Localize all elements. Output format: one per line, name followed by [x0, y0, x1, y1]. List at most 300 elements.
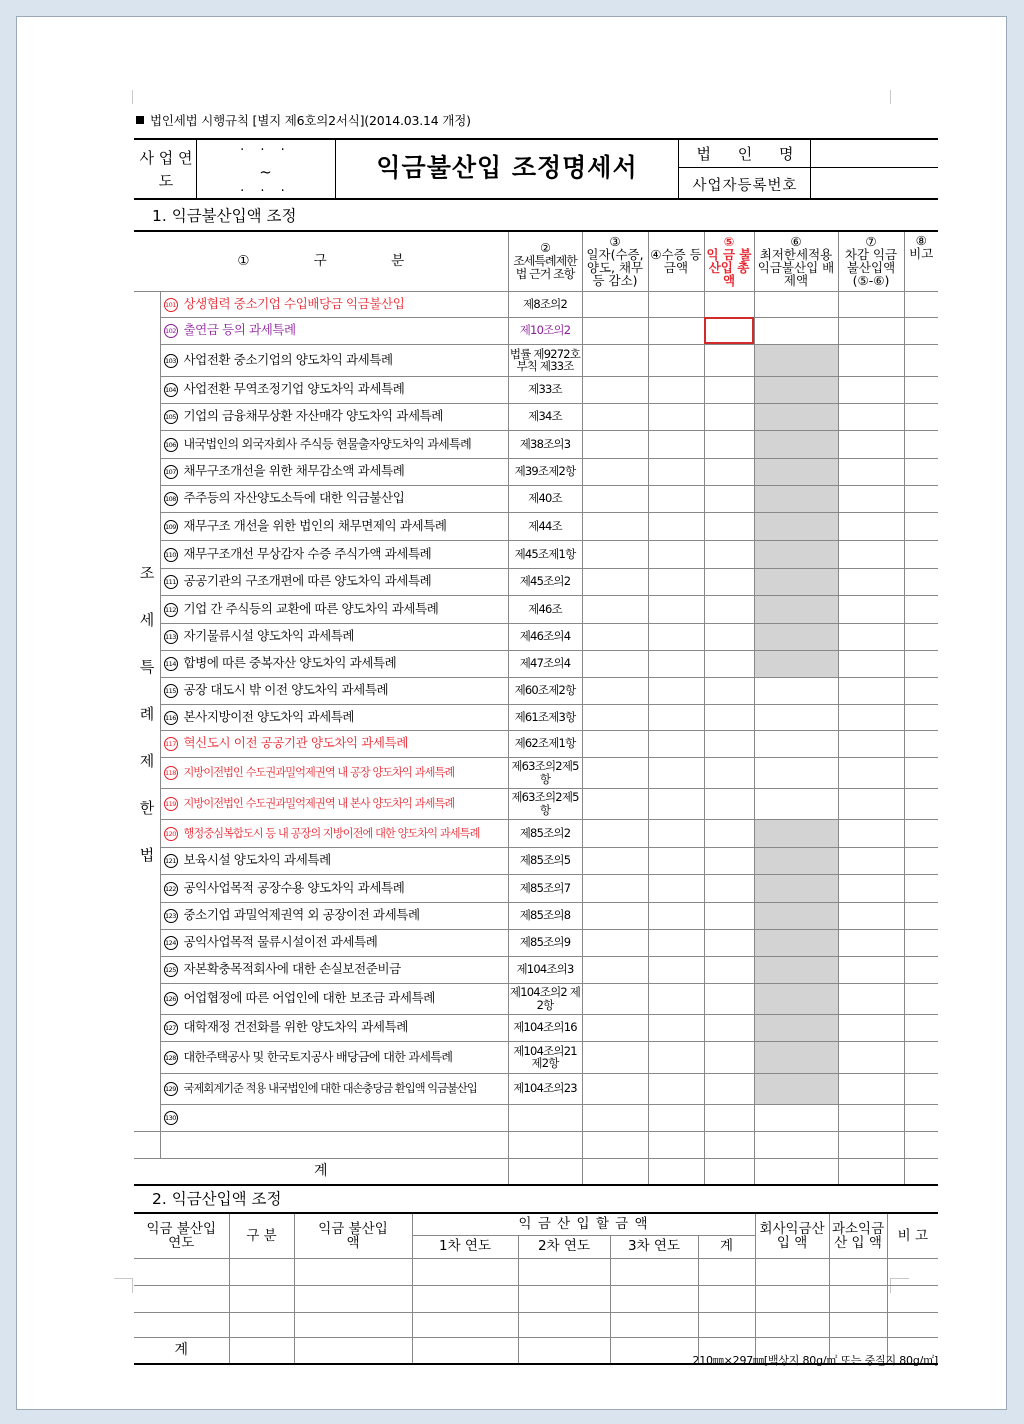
table-row: [134, 874, 938, 902]
input-cell[interactable]: [704, 540, 754, 568]
input-cell[interactable]: [582, 623, 648, 650]
row-name: [160, 650, 508, 677]
input-cell[interactable]: [754, 677, 838, 704]
input-cell[interactable]: [648, 1073, 704, 1104]
row-label: 보육시설 양도차익 과세특례: [183, 852, 331, 867]
input-cell[interactable]: [582, 874, 648, 902]
input-cell[interactable]: [838, 730, 904, 757]
col-year: 익금 불산입 연도: [134, 1213, 229, 1258]
input-cell[interactable]: [904, 344, 938, 376]
input-cell[interactable]: [904, 1131, 938, 1158]
input-cell[interactable]: [754, 788, 838, 819]
table-row: [134, 1131, 938, 1158]
input-cell[interactable]: [582, 430, 648, 458]
input-cell[interactable]: [648, 512, 704, 540]
row-name: [160, 595, 508, 623]
input-cell[interactable]: [648, 929, 704, 956]
input-cell[interactable]: [648, 430, 704, 458]
input-cell[interactable]: [838, 902, 904, 929]
input-cell[interactable]: [829, 1258, 887, 1285]
input-cell[interactable]: [904, 1014, 938, 1041]
input-cell[interactable]: [829, 1312, 887, 1337]
input-cell[interactable]: [229, 1337, 294, 1364]
input-cell[interactable]: [754, 650, 838, 677]
input-cell[interactable]: [229, 1285, 294, 1312]
input-cell[interactable]: [754, 623, 838, 650]
row-label: 지방이전법인 수도권과밀억제권역 내 공장 양도차익 과세특례: [183, 766, 455, 779]
input-cell[interactable]: [582, 1158, 648, 1185]
input-cell[interactable]: [754, 344, 838, 376]
input-cell[interactable]: [904, 1073, 938, 1104]
input-cell[interactable]: [294, 1337, 412, 1364]
input-cell[interactable]: [838, 595, 904, 623]
input-cell[interactable]: [704, 847, 754, 874]
input-cell[interactable]: [838, 1073, 904, 1104]
input-cell[interactable]: [704, 1073, 754, 1104]
input-cell[interactable]: [582, 458, 648, 485]
input-cell[interactable]: [754, 403, 838, 430]
table-row: [134, 430, 938, 458]
input-cell[interactable]: [582, 956, 648, 983]
table-row: [134, 485, 938, 512]
input-cell[interactable]: [648, 403, 704, 430]
input-cell[interactable]: [904, 1158, 938, 1185]
row-law: 제85조의9: [508, 929, 582, 956]
input-cell[interactable]: [754, 1041, 838, 1073]
input-cell[interactable]: [704, 485, 754, 512]
input-cell[interactable]: [754, 1104, 838, 1131]
input-cell[interactable]: [904, 788, 938, 819]
row-law: 제39조제2항: [508, 458, 582, 485]
row-label: 기업 간 주식등의 교환에 따른 양도차익 과세특례: [183, 600, 439, 616]
input-cell[interactable]: [904, 458, 938, 485]
col-header-category: ① 구 분: [134, 231, 508, 291]
input-cell[interactable]: [704, 757, 754, 788]
input-cell[interactable]: [648, 730, 704, 757]
input-cell[interactable]: [582, 730, 648, 757]
table-row: [134, 595, 938, 623]
input-cell[interactable]: [904, 485, 938, 512]
input-cell[interactable]: [704, 512, 754, 540]
input-cell[interactable]: [704, 874, 754, 902]
input-cell[interactable]: [582, 568, 648, 595]
input-cell[interactable]: [412, 1312, 518, 1337]
row-name: [160, 623, 508, 650]
input-cell[interactable]: [754, 956, 838, 983]
input-cell[interactable]: [704, 568, 754, 595]
input-cell[interactable]: [582, 1014, 648, 1041]
row-label: 내국법인의 외국자회사 주식등 현물출자양도차익 과세특례: [183, 436, 472, 451]
adjustment-table: [134, 230, 938, 1186]
input-cell[interactable]: [704, 1131, 754, 1158]
period-start[interactable]: . . .: [240, 139, 291, 154]
input-cell[interactable]: [229, 1258, 294, 1285]
col-text: 일자(수증, 양도, 채무등 감소): [586, 247, 644, 289]
col-kind: 구 분: [229, 1213, 294, 1258]
input-cell[interactable]: [755, 1312, 829, 1337]
input-cell[interactable]: [754, 1131, 838, 1158]
input-cell[interactable]: [704, 983, 754, 1014]
input-cell[interactable]: [508, 1158, 582, 1185]
input-cell[interactable]: [754, 902, 838, 929]
input-cell[interactable]: [754, 595, 838, 623]
input-cell[interactable]: [704, 730, 754, 757]
input-cell[interactable]: [582, 1104, 648, 1131]
corp-name-field[interactable]: [812, 140, 937, 166]
row-number: 107: [164, 465, 178, 479]
side-label-char: 세: [139, 611, 155, 629]
side-label-char: 례: [139, 705, 155, 723]
input-cell[interactable]: [754, 847, 838, 874]
input-cell[interactable]: [838, 291, 904, 317]
input-cell[interactable]: [704, 1014, 754, 1041]
input-cell[interactable]: [582, 819, 648, 847]
input-cell[interactable]: [582, 485, 648, 512]
input-cell[interactable]: [754, 819, 838, 847]
input-cell[interactable]: [838, 956, 904, 983]
input-cell[interactable]: [904, 847, 938, 874]
input-cell[interactable]: [755, 1285, 829, 1312]
input-cell[interactable]: [904, 1041, 938, 1073]
input-cell[interactable]: [904, 540, 938, 568]
input-cell[interactable]: [582, 677, 648, 704]
input-cell[interactable]: [582, 704, 648, 730]
section1-title: 1. 익금불산입액 조정: [152, 207, 297, 225]
period-tilde: ~: [259, 163, 272, 181]
input-cell[interactable]: [648, 485, 704, 512]
input-cell[interactable]: [582, 317, 648, 344]
input-cell[interactable]: [838, 788, 904, 819]
input-cell[interactable]: [904, 1104, 938, 1131]
input-cell[interactable]: [648, 317, 704, 344]
input-cell[interactable]: [838, 568, 904, 595]
input-cell[interactable]: [412, 1337, 518, 1364]
input-cell[interactable]: [582, 929, 648, 956]
input-cell[interactable]: [648, 704, 704, 730]
input-cell[interactable]: [294, 1258, 412, 1285]
input-cell[interactable]: [838, 874, 904, 902]
input-cell[interactable]: [610, 1285, 698, 1312]
row-name: [160, 344, 508, 376]
input-cell[interactable]: [754, 874, 838, 902]
input-cell[interactable]: [755, 1258, 829, 1285]
input-cell[interactable]: [582, 1041, 648, 1073]
input-cell[interactable]: [698, 1285, 755, 1312]
row-label: 대학재정 건전화를 위한 양도차익 과세특례: [183, 1019, 408, 1034]
input-cell[interactable]: [648, 650, 704, 677]
input-cell[interactable]: [582, 344, 648, 376]
row-number: 119: [164, 797, 178, 811]
input-cell[interactable]: [838, 819, 904, 847]
input-cell[interactable]: [754, 317, 838, 344]
input-cell[interactable]: [648, 458, 704, 485]
divider: [678, 138, 679, 198]
input-cell[interactable]: [518, 1258, 610, 1285]
input-cell[interactable]: [582, 512, 648, 540]
input-cell[interactable]: [887, 1312, 938, 1337]
period-end[interactable]: . . .: [240, 180, 291, 195]
input-cell[interactable]: [648, 595, 704, 623]
input-cell[interactable]: [838, 512, 904, 540]
input-cell[interactable]: [582, 902, 648, 929]
col-text: 익 금 불산입 총 액: [706, 247, 752, 289]
input-cell[interactable]: [518, 1285, 610, 1312]
input-cell[interactable]: [838, 317, 904, 344]
input-cell[interactable]: [754, 1158, 838, 1185]
input-cell[interactable]: [754, 458, 838, 485]
table-row: [134, 1041, 938, 1073]
input-cell[interactable]: [704, 376, 754, 403]
input-cell[interactable]: [704, 677, 754, 704]
input-cell[interactable]: [838, 403, 904, 430]
input-cell[interactable]: [904, 929, 938, 956]
input-cell[interactable]: [648, 1158, 704, 1185]
input-cell[interactable]: [904, 983, 938, 1014]
business-year-label-2: 도: [158, 172, 174, 190]
input-cell[interactable]: [754, 929, 838, 956]
input-cell[interactable]: [904, 403, 938, 430]
input-cell[interactable]: [582, 376, 648, 403]
input-cell[interactable]: [294, 1285, 412, 1312]
input-cell[interactable]: [648, 677, 704, 704]
input-cell[interactable]: [904, 291, 938, 317]
row-name: [160, 1073, 508, 1104]
input-cell[interactable]: [134, 1285, 229, 1312]
input-cell[interactable]: [838, 704, 904, 730]
input-cell[interactable]: [704, 317, 754, 344]
input-cell[interactable]: [582, 595, 648, 623]
input-cell[interactable]: [160, 1131, 508, 1158]
input-cell[interactable]: [648, 1104, 704, 1131]
input-cell[interactable]: [134, 1312, 229, 1337]
row-number: 114: [164, 657, 178, 671]
input-cell[interactable]: [648, 376, 704, 403]
col-num: ③: [609, 234, 621, 249]
input-cell[interactable]: [648, 344, 704, 376]
input-cell[interactable]: [754, 730, 838, 757]
row-label: 사업전환 중소기업의 양도차익 과세특례: [183, 351, 393, 367]
input-cell[interactable]: [704, 458, 754, 485]
row-label: 대한주택공사 및 한국토지공사 배당금에 대한 과세특례: [183, 1049, 453, 1064]
row-law: 제10조의2: [508, 317, 582, 344]
input-cell[interactable]: [648, 540, 704, 568]
input-cell[interactable]: [648, 1131, 704, 1158]
input-cell[interactable]: [648, 874, 704, 902]
input-cell[interactable]: [838, 757, 904, 788]
input-cell[interactable]: [704, 929, 754, 956]
input-cell[interactable]: [838, 485, 904, 512]
row-law: 제63조의2제5항: [508, 788, 582, 819]
input-cell[interactable]: [838, 344, 904, 376]
input-cell[interactable]: [904, 677, 938, 704]
input-cell[interactable]: [648, 983, 704, 1014]
input-cell[interactable]: [838, 1158, 904, 1185]
row-number: 105: [164, 410, 178, 424]
input-cell[interactable]: [838, 1041, 904, 1073]
input-cell[interactable]: [838, 1131, 904, 1158]
input-cell[interactable]: [754, 983, 838, 1014]
input-cell[interactable]: [704, 902, 754, 929]
col-company: 회사익금산입 액: [755, 1213, 829, 1258]
input-cell[interactable]: [704, 430, 754, 458]
input-cell[interactable]: [412, 1285, 518, 1312]
input-cell[interactable]: [704, 344, 754, 376]
input-cell[interactable]: [648, 819, 704, 847]
input-cell[interactable]: [904, 902, 938, 929]
row-number: 116: [164, 711, 178, 725]
input-cell[interactable]: [838, 847, 904, 874]
row-law: 제40조: [508, 485, 582, 512]
input-cell[interactable]: [648, 902, 704, 929]
input-cell[interactable]: [904, 512, 938, 540]
input-cell[interactable]: [838, 376, 904, 403]
input-cell[interactable]: [518, 1337, 610, 1364]
input-cell[interactable]: [904, 650, 938, 677]
input-cell[interactable]: [610, 1312, 698, 1337]
input-cell[interactable]: [887, 1258, 938, 1285]
input-cell[interactable]: [904, 874, 938, 902]
input-cell[interactable]: [704, 1158, 754, 1185]
input-cell[interactable]: [838, 983, 904, 1014]
input-cell[interactable]: [754, 704, 838, 730]
row-number: 101: [164, 298, 178, 312]
input-cell[interactable]: [704, 704, 754, 730]
input-cell[interactable]: [582, 650, 648, 677]
input-cell[interactable]: [698, 1258, 755, 1285]
row-name: [160, 458, 508, 485]
input-cell[interactable]: [754, 291, 838, 317]
row-label: 공공기관의 구조개편에 따른 양도차익 과세특례: [183, 573, 432, 588]
input-cell[interactable]: [754, 568, 838, 595]
side-label: [136, 562, 158, 891]
input-cell[interactable]: [704, 650, 754, 677]
input-cell[interactable]: [754, 430, 838, 458]
input-cell[interactable]: [754, 485, 838, 512]
input-cell[interactable]: [134, 1258, 229, 1285]
input-cell[interactable]: [582, 1073, 648, 1104]
input-cell[interactable]: [648, 623, 704, 650]
input-cell[interactable]: [518, 1312, 610, 1337]
input-cell[interactable]: [582, 540, 648, 568]
row-law: 제46조의4: [508, 623, 582, 650]
input-cell[interactable]: [648, 568, 704, 595]
input-cell[interactable]: [704, 595, 754, 623]
row-label: 사업전환 무역조정기업 양도차익 과세특례: [183, 381, 405, 396]
input-cell[interactable]: [904, 376, 938, 403]
input-cell[interactable]: [648, 788, 704, 819]
input-cell[interactable]: [904, 623, 938, 650]
row-name: [160, 704, 508, 730]
input-cell[interactable]: [704, 788, 754, 819]
input-cell[interactable]: [754, 757, 838, 788]
input-cell[interactable]: [838, 430, 904, 458]
input-cell[interactable]: [838, 540, 904, 568]
input-cell[interactable]: [829, 1285, 887, 1312]
divider: [678, 167, 938, 168]
input-cell[interactable]: [754, 376, 838, 403]
row-law: 제85조의7: [508, 874, 582, 902]
input-cell[interactable]: [754, 512, 838, 540]
input-cell[interactable]: [648, 291, 704, 317]
input-cell[interactable]: [904, 819, 938, 847]
input-cell[interactable]: [904, 730, 938, 757]
input-cell[interactable]: [704, 291, 754, 317]
input-cell[interactable]: [838, 677, 904, 704]
input-cell[interactable]: [904, 704, 938, 730]
input-cell[interactable]: [610, 1258, 698, 1285]
input-cell[interactable]: [648, 1014, 704, 1041]
row-label: 자본확충목적회사에 대한 손실보전준비금: [183, 961, 401, 976]
row-law: 제63조의2제5항: [508, 757, 582, 788]
input-cell[interactable]: [412, 1258, 518, 1285]
input-cell[interactable]: [582, 757, 648, 788]
input-cell[interactable]: [648, 847, 704, 874]
input-cell[interactable]: [838, 929, 904, 956]
input-cell[interactable]: [904, 430, 938, 458]
input-cell[interactable]: [648, 757, 704, 788]
input-cell[interactable]: [838, 1104, 904, 1131]
row-label: 상생협력 중소기업 수입배당금 익금불산입: [183, 295, 405, 311]
row-law: 제104조의2 제2항: [508, 983, 582, 1014]
input-cell[interactable]: [648, 956, 704, 983]
input-cell[interactable]: [838, 623, 904, 650]
input-cell[interactable]: [229, 1312, 294, 1337]
input-cell[interactable]: [582, 788, 648, 819]
input-cell[interactable]: [754, 540, 838, 568]
input-cell[interactable]: [838, 1014, 904, 1041]
input-cell[interactable]: [582, 847, 648, 874]
row-label: 국제회계기준 적용 내국법인에 대한 대손충당금 환입액 익금불산입: [183, 1082, 477, 1095]
input-cell[interactable]: [704, 1104, 754, 1131]
biz-reg-field[interactable]: [812, 169, 937, 197]
input-cell[interactable]: [904, 757, 938, 788]
input-cell[interactable]: [648, 1041, 704, 1073]
input-cell[interactable]: [838, 458, 904, 485]
row-number: 122: [164, 882, 178, 896]
input-cell[interactable]: [904, 956, 938, 983]
input-cell[interactable]: [508, 1131, 582, 1158]
input-cell[interactable]: [904, 595, 938, 623]
total-row: [134, 1158, 938, 1185]
input-cell[interactable]: [704, 1041, 754, 1073]
input-cell[interactable]: [698, 1312, 755, 1337]
row-law: [508, 1104, 582, 1131]
input-cell[interactable]: [887, 1285, 938, 1312]
row-number: 102: [164, 324, 178, 338]
col-header-law: [508, 231, 582, 291]
row-label: 공익사업목적 공장수용 양도차익 과세특례: [183, 879, 405, 895]
input-cell[interactable]: [754, 1014, 838, 1041]
input-cell[interactable]: [582, 291, 648, 317]
input-cell[interactable]: [838, 650, 904, 677]
input-cell[interactable]: [904, 317, 938, 344]
row-name: [160, 1104, 508, 1131]
row-law: 제45조의2: [508, 568, 582, 595]
input-cell[interactable]: [582, 1131, 648, 1158]
row-number: 123: [164, 909, 178, 923]
input-cell[interactable]: [704, 819, 754, 847]
input-cell[interactable]: [904, 568, 938, 595]
input-cell[interactable]: [582, 403, 648, 430]
input-cell[interactable]: [754, 1073, 838, 1104]
input-cell[interactable]: [294, 1312, 412, 1337]
input-cell[interactable]: [582, 983, 648, 1014]
input-cell[interactable]: [704, 956, 754, 983]
input-cell[interactable]: [704, 623, 754, 650]
input-cell[interactable]: [610, 1337, 698, 1364]
input-cell[interactable]: [704, 403, 754, 430]
col-header-amount: ④수증 등 금액: [648, 231, 704, 291]
